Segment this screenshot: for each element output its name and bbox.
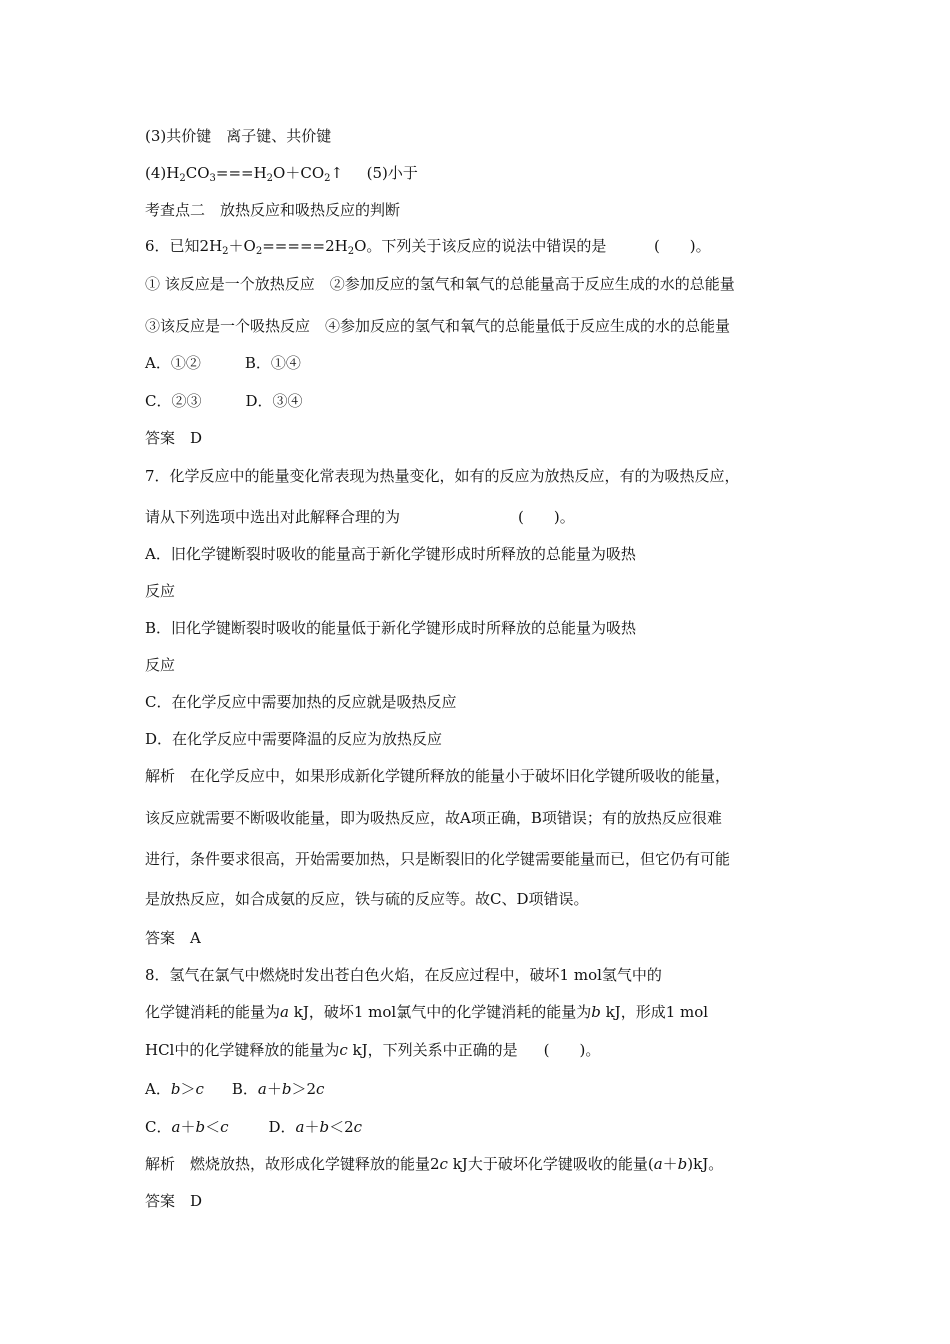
subscript: 2 — [266, 173, 274, 184]
q7-option-a-cont: 反应 — [145, 582, 176, 600]
subscript: 2 — [222, 246, 229, 257]
gas-arrow-icon: ↑ — [330, 164, 344, 182]
q6-option-d: D．③④ — [245, 392, 303, 410]
q8-stem-3 — [145, 1040, 600, 1060]
subscript: 2 — [179, 173, 186, 184]
q8-option-c: C．a＋b＜c — [145, 1118, 229, 1136]
answer-paren: ( )。 — [543, 1041, 601, 1059]
q5-answer-5: (5)小于 — [366, 164, 418, 182]
q5-a4-text: ===H — [215, 164, 267, 182]
q7-answer: 答案 A — [145, 929, 201, 947]
q7-analysis-1: 解析 在化学反应中，如果形成新化学键所释放的能量小于破坏旧化学键所吸收的能量， — [145, 767, 731, 785]
q6-stem-text: ＋O — [228, 237, 256, 255]
q7-option-a: A．旧化学键断裂时吸收的能量高于新化学键形成时所释放的总能量为吸热 — [145, 545, 636, 563]
q7-option-c: C．在化学反应中需要加热的反应就是吸热反应 — [145, 693, 457, 711]
q8-stem-text: kJ，下列关系中正确的是 — [347, 1041, 518, 1059]
q8-stem-2 — [145, 1002, 708, 1022]
subscript: 2 — [324, 173, 331, 184]
q6-stem — [145, 236, 711, 256]
section-heading: 考查点二 放热反应和吸热反应的判断 — [145, 201, 401, 219]
q7-analysis-4: 是放热反应，如合成氨的反应，铁与硫的反应等。故C、D项错误。 — [145, 890, 589, 908]
q8-stem-text: kJ，破坏1 mol氯气中的化学键消耗的能量为 — [288, 1003, 592, 1021]
q7-analysis-3: 进行，条件要求很高，开始需要加热，只是断裂旧的化学键需要能量而已，但它仍有可能 — [145, 850, 731, 868]
q8-option-a: A．b＞c — [145, 1080, 204, 1098]
q7-option-d: D．在化学反应中需要降温的反应为放热反应 — [145, 730, 443, 748]
answer-paren: ( )。 — [653, 237, 711, 255]
q5-answer-4-5 — [145, 163, 418, 183]
q6-options-cd — [145, 391, 303, 411]
q7-analysis-2: 该反应就需要不断吸收能量，即为吸热反应，故A项正确，B项错误；有的放热反应很难 — [145, 809, 722, 827]
q5-a4-text: O＋CO — [273, 164, 325, 182]
q7-option-b: B．旧化学键断裂时吸收的能量低于新化学键形成时所释放的总能量为吸热 — [145, 619, 637, 637]
q7-stem-text: 请从下列选项中选出对此解释合理的为 — [145, 508, 401, 526]
q8-stem-1: 8．氢气在氯气中燃烧时发出苍白色火焰，在反应过程中，破坏1 mol氢气中的 — [145, 966, 662, 984]
q7-stem-1: 7．化学反应中的能量变化常表现为热量变化，如有的反应为放热反应，有的为吸热反应， — [145, 467, 740, 485]
q6-option-b: B．①④ — [244, 354, 301, 372]
q8-analysis: 解析 燃烧放热，故形成化学键释放的能量2c kJ大于破坏化学键吸收的能量(a＋b)kJ。 — [145, 1155, 724, 1173]
variable-c: c — [339, 1041, 348, 1059]
q8-option-d: D．a＋b＜2c — [268, 1118, 363, 1136]
q8-stem-text: 化学键消耗的能量为 — [145, 1003, 281, 1021]
q6-answer: 答案 D — [145, 429, 203, 447]
q8-options-ab — [145, 1079, 324, 1099]
answer-paren: ( )。 — [518, 508, 575, 526]
q6-statements-2: ③该反应是一个吸热反应 ④参加反应的氢气和氧气的总能量低于反应生成的水的总能量 — [145, 317, 731, 335]
subscript: 3 — [209, 173, 216, 184]
q8-stem-text: HCl中的化学键释放的能量为 — [145, 1041, 340, 1059]
q8-option-b: B．a＋b＞2c — [231, 1080, 325, 1098]
q7-stem-2 — [145, 507, 575, 527]
q5-answer-3: (3)共价键 离子键、共价键 — [145, 127, 332, 145]
q6-option-a: A．①② — [145, 354, 201, 372]
q7-option-b-cont: 反应 — [145, 656, 176, 674]
variable-b: b — [591, 1003, 601, 1021]
q8-answer: 答案 D — [145, 1192, 203, 1210]
q6-stem-text: O。下列关于该反应的说法中错误的是 — [354, 237, 607, 255]
variable-a: a — [280, 1003, 289, 1021]
q5-a4-text: CO — [185, 164, 210, 182]
q5-a4-text: (4)H — [145, 164, 180, 182]
q6-stem-text: =====2H — [262, 237, 348, 255]
subscript: 2 — [347, 246, 355, 257]
q6-stem-text: 6．已知2H — [145, 237, 223, 255]
q6-option-c: C．②③ — [145, 392, 202, 410]
q6-options-ab — [145, 353, 301, 373]
q8-options-cd — [145, 1117, 362, 1137]
q8-stem-text: kJ，形成1 mol — [600, 1003, 709, 1021]
q6-statements-1: ① 该反应是一个放热反应 ②参加反应的氢气和氧气的总能量高于反应生成的水的总能量 — [145, 275, 735, 293]
subscript: 2 — [255, 246, 263, 257]
